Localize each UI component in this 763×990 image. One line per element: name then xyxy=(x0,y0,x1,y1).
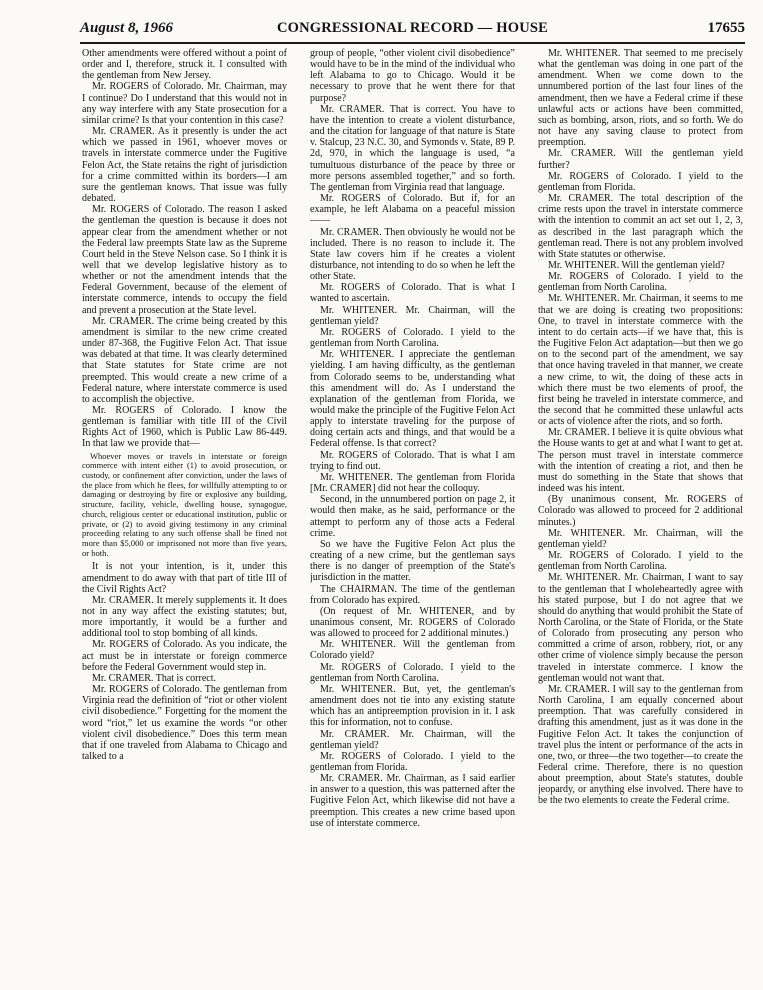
paragraph: Mr. ROGERS of Colorado. That is what I wanted to ascertain. xyxy=(310,282,515,305)
paragraph: Mr. WHITENER. Will the gentleman yield? xyxy=(548,259,725,271)
paragraph: Mr. WHITENER. Mr. Chairman, it seems to me that we are doing is creating two propositions: One, to travel in interstate commerce with the intent to do certain acts—if we have that, this is the Fugitive Felon Act adaptation—but then we go on to the second part of the amendment, we say that once having traveled in that manner, we create a new crime, to wit, the doing of these acts in which there must be two elements of proof, the first being he traveled in interstate commerce, and the second that he committed these unlawful acts or acts of violence after the riots, and so forth. xyxy=(538,293,743,428)
paragraph: Mr. CRAMER. That is correct. xyxy=(92,672,216,684)
header-page-number: 17655 xyxy=(707,20,745,36)
text-column-2 xyxy=(310,48,515,978)
paragraph: Mr. ROGERS of Colorado. That is what I am trying to find out. xyxy=(310,449,515,472)
paragraph: Mr. CRAMER. Mr. Chairman, as I said earlier in answer to a question, this was patterned after the Fugitive Felon Act, which likewise did not have a preemption. This creates a new crime based upon use of interstate commerce. xyxy=(310,773,515,829)
paragraph: Mr. CRAMER. It merely supplements it. It does not in any way affect the existing statutes; but, more importantly, it would be a further and additional tool to stop bombing of all kinds. xyxy=(82,594,287,640)
paragraph: Mr. WHITENER. Mr. Chairman, will the gentleman yield? xyxy=(310,304,515,327)
paragraph: Mr. ROGERS of Colorado. Mr. Chairman, may I continue? Do I understand that this would not in any way interfere with any State prosecution for a similar crime? Is that your contention in this case? xyxy=(82,81,287,126)
paragraph: Mr. ROGERS of Colorado. I yield to the gentleman from Florida. xyxy=(538,170,743,193)
paragraph: Mr. WHITENER. Mr. Chairman, will the gentleman yield? xyxy=(538,527,743,550)
paragraph: Mr. ROGERS of Colorado. But if, for an example, he left Alabama on a peaceful mission—— xyxy=(310,193,515,227)
text-column-1 xyxy=(82,48,287,978)
quoted-statute: Whoever moves or travels in interstate or foreign commerce with intent either (1) to avoid prosecution, or custody, or confinement after conviction, under the laws of the place from which he flees, for willfully attempting to or damaging or destroying by fire or explosive any building, structure, facility, vehicle, dwelling house, synagogue, church, religious center or educational institution, public or private, or (2) to avoid giving testimony in any criminal proceeding relating to any such offense shall be fined not more than $5,000 or imprisoned not more than five years, or both. xyxy=(82,450,287,558)
paragraph: Mr. ROGERS of Colorado. I know the gentleman is familiar with title III of the Civil Rights Act of 1960, which is Public Law 86-449. In that law we provide that— xyxy=(82,405,287,450)
paragraph: It is not your intention, is it, under this amendment to do away with that part of title III of the Civil Rights Act? xyxy=(82,561,287,595)
paragraph: Other amendments were offered without a point of order and I, therefore, struck it. I consulted with the gentleman from New Jersey. xyxy=(82,48,287,82)
header-title: CONGRESSIONAL RECORD — HOUSE xyxy=(276,20,549,36)
paragraph: Mr. CRAMER. Mr. Chairman, will the gentleman yield? xyxy=(310,728,515,751)
paragraph: Mr. WHITENER. But, yet, the gentleman's amendment does not tie into any existing statute which has an antipreemption provision in it. I ask this for information, not to confuse. xyxy=(310,683,515,729)
text-column-3 xyxy=(538,48,743,978)
paragraph: group of people, “other violent civil disobedience” would have to be in the mind of the individual who left Alabama to go to Chicago. Would it be necessary to prove that he went there for that purpose? xyxy=(310,48,515,104)
header-rule xyxy=(80,42,745,44)
paragraph: Mr. WHITENER. I appreciate the gentleman yielding. I am having difficulty, as the gentleman from Colorado seems to be, understanding what this amendment will do. As I understand the explanation of the gentleman from Florida, we would make the principle of the Fugitive Felon Act apply to interstate traveling for the purpose of doing certain acts and things, and that would be a Federal offense. Is that correct? xyxy=(310,349,515,450)
paragraph: Second, in the unnumbered portion on page 2, it would then make, as he said, performance or the attempt to perform any of those acts a Federal crime. xyxy=(310,494,515,539)
paragraph: Mr. CRAMER. I believe it is quite obvious what the House wants to get at and what I want to get at. The person must travel in interstate commerce with the intention of creating a riot, and then he must do something in the State that shows that indeed was his intent. xyxy=(538,427,743,495)
paragraph: Mr. WHITENER. That seemed to me precisely what the gentleman was doing in one part of the amendment. When we come down to the unnumbered portion of the last four lines of the amendment, then we have a Federal crime if these unlawful acts or actions have been committed, such as bombing, arson, riots, and so forth. We do not have any saving clause to protect from preemption. xyxy=(538,48,743,149)
paragraph: Mr. WHITENER. Will the gentleman from Colorado yield? xyxy=(310,639,515,662)
paragraph: Mr. CRAMER. Then obviously he would not be included. There is no reason to include it. The State law covers him if he creates a violent disturbance, not intending to do so when he left the other State. xyxy=(310,226,515,283)
header-date: August 8, 1966 xyxy=(80,20,173,36)
paragraph: The CHAIRMAN. The time of the gentleman from Colorado has expired. xyxy=(310,583,515,606)
paragraph: So we have the Fugitive Felon Act plus the creating of a new crime, but the gentleman says there is no danger of preemption of the State's jurisdiction in the matter. xyxy=(310,538,515,584)
paragraph: Mr. ROGERS of Colorado. The reason I asked the gentleman the question is because it does not appear clear from the amendment whether or not the Federal law preempts State law as the Supreme Court held in the Steve Nelson case. So I think it is well that we develop legislative history as to whether or not the amendment intends that the Federal Government, because of the element of interstate commerce, intends to occupy the field and prevent a prosecution at the State level. xyxy=(82,204,287,316)
paragraph: Mr. ROGERS of Colorado. I yield to the gentleman from North Carolina. xyxy=(310,661,515,684)
paragraph: Mr. CRAMER. The total description of the crime rests upon the travel in interstate commerce with the intention to commit an act set out 1, 2, 3, as described in the last paragraph which the gentleman read. There is not any problem involved with State statutes or otherwise. xyxy=(538,193,743,260)
paragraph: Mr. CRAMER. As it presently is under the act which we passed in 1961, whoever moves or travels in interstate commerce under the Fugitive Felon Act, the State retains the right of jurisdiction for a crime committed within its borders—I am sure the gentleman knows. That issue was fully debated. xyxy=(82,126,287,205)
paragraph: (By unanimous consent, Mr. ROGERS of Colorado was allowed to proceed for 2 additional minutes.) xyxy=(538,494,743,528)
paragraph: Mr. WHITENER. Mr. Chairman, I want to say to the gentleman that I wholeheartedly agree with his stated purpose, but I do not agree that we should do anything that would prohibit the State of North Carolina, or the State of Florida, or the State of Colorado from prosecuting any person who committed a crime of arson, robbery, riot, or any other crime of violence simply because the person traveled in interstate commerce. I know the gentleman would not want that. xyxy=(538,572,743,684)
paragraph: Mr. ROGERS of Colorado. I yield to the gentleman from Florida. xyxy=(310,750,515,773)
paragraph: Mr. CRAMER. I will say to the gentleman from North Carolina, I am equally concerned about preemption. That was carefully considered in drafting this amendment, just as it was done in the Fugitive Felon Act. It takes the conjunction of travel plus the intent or performance of the acts in one, two, or three—the two together—to create the Federal crime. Therefore, there is no question about preemption, about State's statutes, double jeopardy, or anything else involved. There have to be the two elements to create the Federal crime. xyxy=(538,683,743,807)
paragraph: Mr. ROGERS of Colorado. The gentleman from Virginia read the definition of “riot or other violent civil disobedience.” Forgetting for the moment the word “riot,” let us examine the words “or other violent civil disobedience.” Does this term mean that if one traveled from Alabama to Chicago and talked to a xyxy=(82,684,287,763)
paragraph: Mr. ROGERS of Colorado. I yield to the gentleman from North Carolina. xyxy=(310,326,515,350)
paragraph: Mr. ROGERS of Colorado. I yield to the gentleman from North Carolina. xyxy=(538,550,743,573)
paragraph: Mr. CRAMER. That is correct. You have to have the intention to create a violent disturbance, and the citation for language of that nature is State v. Stalcup, 23 N.C. 30, and Symonds v. State, 89 P. 2d, 970, in which the language is used, “a tumultuous disturbance of the peace by three or more persons assembled together,” and so forth. The gentleman from Virginia read that language. xyxy=(310,103,515,193)
paragraph: Mr. CRAMER. The crime being created by this amendment is similar to the new crime created under 87-368, the Fugitive Felon Act. That issue was debated at that time. It was clearly determined that State statutes for State crime are not preempted. This would create a new crime of a Federal nature, where interstate commerce is used to accomplish the objective. xyxy=(82,315,287,405)
paragraph: Mr. WHITENER. The gentleman from Florida [Mr. CRAMER] did not hear the colloquy. xyxy=(310,471,515,495)
paragraph: (On request of Mr. WHITENER, and by unanimous consent, Mr. ROGERS of Colorado was allowed to proceed for 2 additional minutes.) xyxy=(310,605,515,640)
paragraph: Mr. ROGERS of Colorado. I yield to the gentleman from North Carolina. xyxy=(538,271,743,294)
paragraph: Mr. ROGERS of Colorado. As you indicate, the act must be in interstate or foreign commerce before the Federal Government would step in. xyxy=(82,639,287,673)
paragraph: Mr. CRAMER. Will the gentleman yield further? xyxy=(538,148,743,171)
